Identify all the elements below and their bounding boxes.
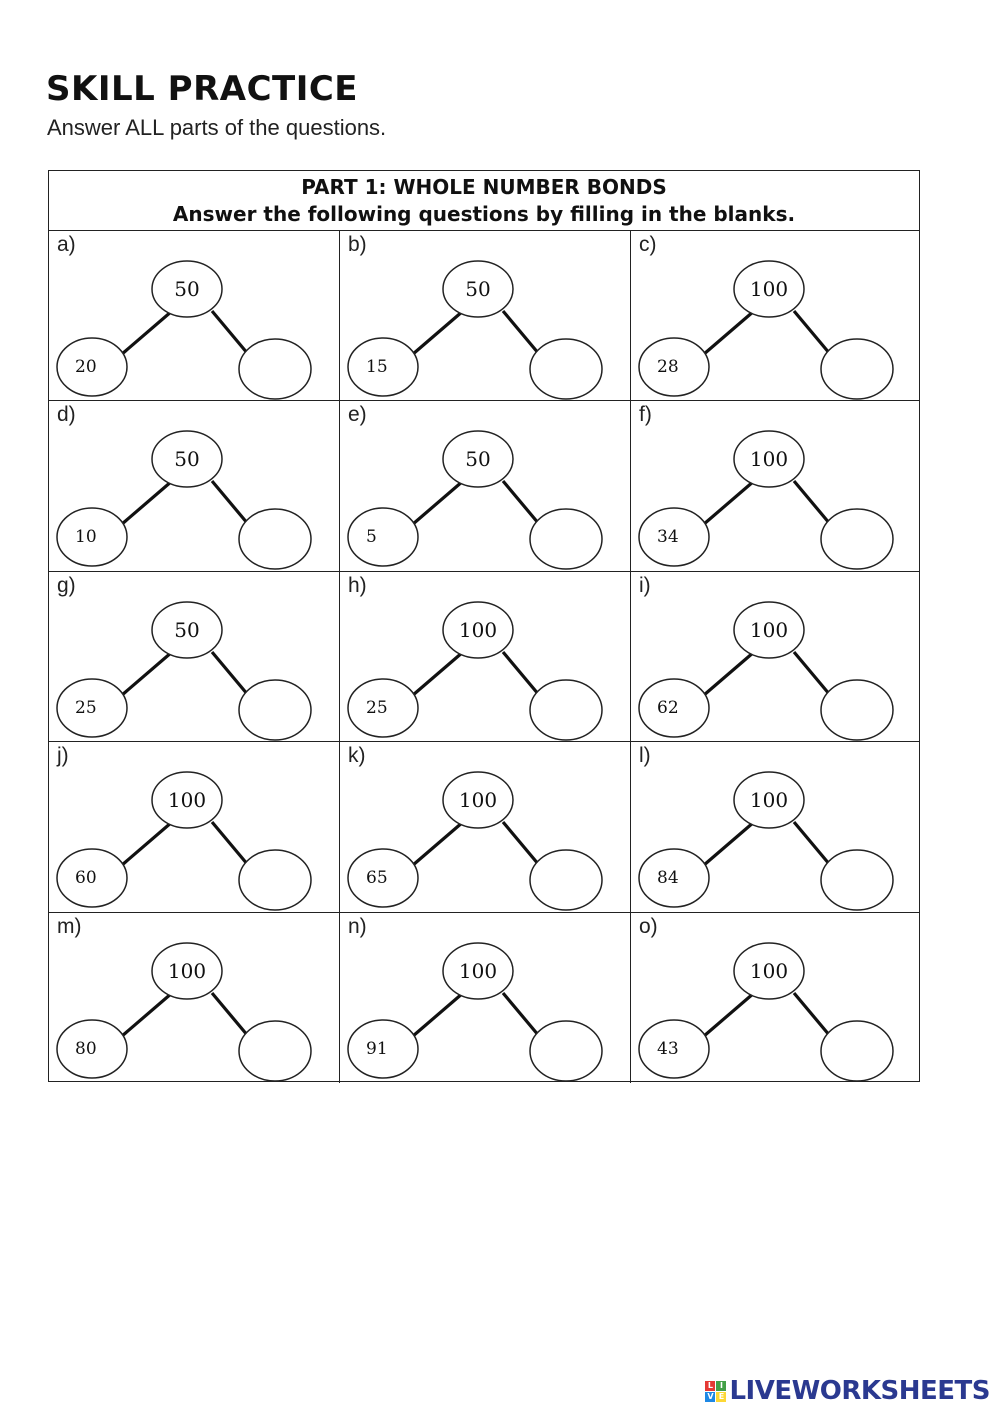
right-connector-line xyxy=(503,311,539,354)
answer-circle[interactable] xyxy=(239,680,311,740)
logo-mark-tile: E xyxy=(716,1392,726,1402)
question-cell xyxy=(49,913,340,1083)
number-bond-diagram xyxy=(631,913,922,1083)
question-label: n) xyxy=(348,914,367,938)
part-number: 80 xyxy=(75,1038,97,1059)
whole-number: 50 xyxy=(174,617,200,642)
whole-number: 100 xyxy=(749,277,789,301)
liveworksheets-logo xyxy=(705,1376,990,1406)
part-number: 15 xyxy=(366,357,388,377)
question-label: f) xyxy=(639,403,652,427)
answer-circle[interactable] xyxy=(821,850,893,910)
part-number: 25 xyxy=(75,697,97,718)
page-subtitle: Answer ALL parts of the questions. xyxy=(47,115,387,140)
left-connector-line xyxy=(413,311,463,354)
question-cell xyxy=(49,401,340,571)
part-heading: PART 1: WHOLE NUMBER BONDS xyxy=(301,175,667,199)
question-label: l) xyxy=(639,744,651,768)
number-bond-diagram xyxy=(49,401,340,571)
question-cell xyxy=(631,913,919,1083)
part-number: 91 xyxy=(366,1038,388,1059)
part-number: 43 xyxy=(657,1038,679,1059)
left-connector-line xyxy=(122,993,172,1036)
number-bond-diagram xyxy=(340,401,631,571)
right-connector-line xyxy=(794,481,830,524)
number-bond-diagram xyxy=(49,742,340,912)
logo-mark-tile: I xyxy=(716,1381,726,1391)
right-connector-line xyxy=(503,993,539,1036)
question-label: h) xyxy=(348,573,367,597)
right-connector-line xyxy=(503,481,539,524)
answer-circle[interactable] xyxy=(530,680,602,740)
whole-number: 100 xyxy=(749,788,789,813)
worksheet-table xyxy=(48,170,920,1082)
question-cell xyxy=(49,742,340,912)
part-number: 10 xyxy=(75,527,97,548)
number-bond-diagram xyxy=(340,231,631,401)
whole-number: 100 xyxy=(749,958,789,983)
answer-circle[interactable] xyxy=(530,339,602,399)
right-connector-line xyxy=(794,822,830,865)
left-connector-line xyxy=(122,822,172,865)
whole-number: 100 xyxy=(458,958,498,983)
part-number: 84 xyxy=(657,868,679,889)
number-bond-diagram xyxy=(49,913,340,1083)
part-number: 5 xyxy=(366,527,377,548)
question-cell xyxy=(631,401,919,571)
right-connector-line xyxy=(212,652,248,695)
part-number: 34 xyxy=(657,527,679,548)
liveworksheets-mark-icon xyxy=(705,1381,726,1402)
known-part-circle xyxy=(348,508,418,566)
part-number: 20 xyxy=(75,357,97,377)
left-connector-line xyxy=(704,652,754,695)
left-connector-line xyxy=(704,481,754,524)
answer-circle[interactable] xyxy=(821,680,893,740)
question-label: g) xyxy=(57,573,76,597)
answer-circle[interactable] xyxy=(239,850,311,910)
left-connector-line xyxy=(122,652,172,695)
answer-circle[interactable] xyxy=(821,339,893,399)
part-number: 28 xyxy=(657,357,679,377)
question-label: k) xyxy=(348,744,366,768)
whole-number: 100 xyxy=(749,617,789,642)
number-bond-diagram xyxy=(631,572,922,742)
whole-number: 100 xyxy=(749,447,789,472)
right-connector-line xyxy=(503,822,539,865)
question-label: i) xyxy=(639,573,651,597)
answer-circle[interactable] xyxy=(821,1021,893,1081)
question-cell xyxy=(49,231,340,401)
part-instruction: Answer the following questions by filling in the blanks. xyxy=(172,202,796,226)
left-connector-line xyxy=(413,481,463,524)
question-cell xyxy=(340,742,631,912)
right-connector-line xyxy=(212,822,248,865)
answer-circle[interactable] xyxy=(239,1021,311,1081)
left-connector-line xyxy=(413,993,463,1036)
number-bond-diagram xyxy=(340,913,631,1083)
answer-circle[interactable] xyxy=(530,509,602,569)
question-label: a) xyxy=(57,233,76,256)
question-cell xyxy=(340,572,631,742)
left-connector-line xyxy=(122,311,172,354)
question-cell xyxy=(340,231,631,401)
part-number: 62 xyxy=(657,697,679,718)
number-bond-diagram xyxy=(340,742,631,912)
part-number: 65 xyxy=(366,868,388,889)
question-label: j) xyxy=(57,744,69,768)
logo-mark-tile: L xyxy=(705,1381,715,1391)
number-bond-diagram xyxy=(631,742,922,912)
number-bond-diagram xyxy=(49,572,340,742)
answer-circle[interactable] xyxy=(239,339,311,399)
whole-number: 50 xyxy=(465,447,491,472)
right-connector-line xyxy=(794,311,830,354)
logo-text: LIVEWORKSHEETS xyxy=(729,1376,990,1406)
right-connector-line xyxy=(794,993,830,1036)
number-bond-diagram xyxy=(631,231,922,401)
right-connector-line xyxy=(503,652,539,695)
question-label: e) xyxy=(348,403,367,427)
left-connector-line xyxy=(704,822,754,865)
page-title: SKILL PRACTICE xyxy=(46,69,359,109)
question-cell xyxy=(631,231,919,401)
left-connector-line xyxy=(704,993,754,1036)
logo-mark-tile: V xyxy=(707,1391,714,1401)
whole-number: 100 xyxy=(458,788,498,813)
question-label: o) xyxy=(639,914,658,938)
number-bond-grid xyxy=(49,231,919,1083)
question-cell xyxy=(49,572,340,742)
left-connector-line xyxy=(413,652,463,695)
answer-circle[interactable] xyxy=(239,509,311,569)
worksheet-header xyxy=(49,171,919,231)
question-label: b) xyxy=(348,233,367,256)
whole-number: 50 xyxy=(465,277,491,301)
whole-number: 50 xyxy=(174,447,200,472)
right-connector-line xyxy=(212,481,248,524)
number-bond-diagram xyxy=(631,401,922,571)
question-cell xyxy=(631,572,919,742)
whole-number: 100 xyxy=(167,788,207,813)
left-connector-line xyxy=(704,311,754,354)
part-number: 25 xyxy=(366,697,388,718)
answer-circle[interactable] xyxy=(530,850,602,910)
right-connector-line xyxy=(212,311,248,354)
question-cell xyxy=(340,913,631,1083)
question-cell xyxy=(631,742,919,912)
part-number: 60 xyxy=(75,868,97,889)
right-connector-line xyxy=(794,652,830,695)
question-label: d) xyxy=(57,403,76,427)
number-bond-diagram xyxy=(340,572,631,742)
right-connector-line xyxy=(212,993,248,1036)
question-cell xyxy=(340,401,631,571)
left-connector-line xyxy=(122,481,172,524)
question-label: c) xyxy=(639,233,657,256)
whole-number: 100 xyxy=(167,958,207,983)
answer-circle[interactable] xyxy=(821,509,893,569)
whole-number: 50 xyxy=(174,277,200,301)
number-bond-diagram xyxy=(49,231,340,401)
left-connector-line xyxy=(413,822,463,865)
whole-number: 100 xyxy=(458,617,498,642)
answer-circle[interactable] xyxy=(530,1021,602,1081)
question-label: m) xyxy=(57,914,82,938)
